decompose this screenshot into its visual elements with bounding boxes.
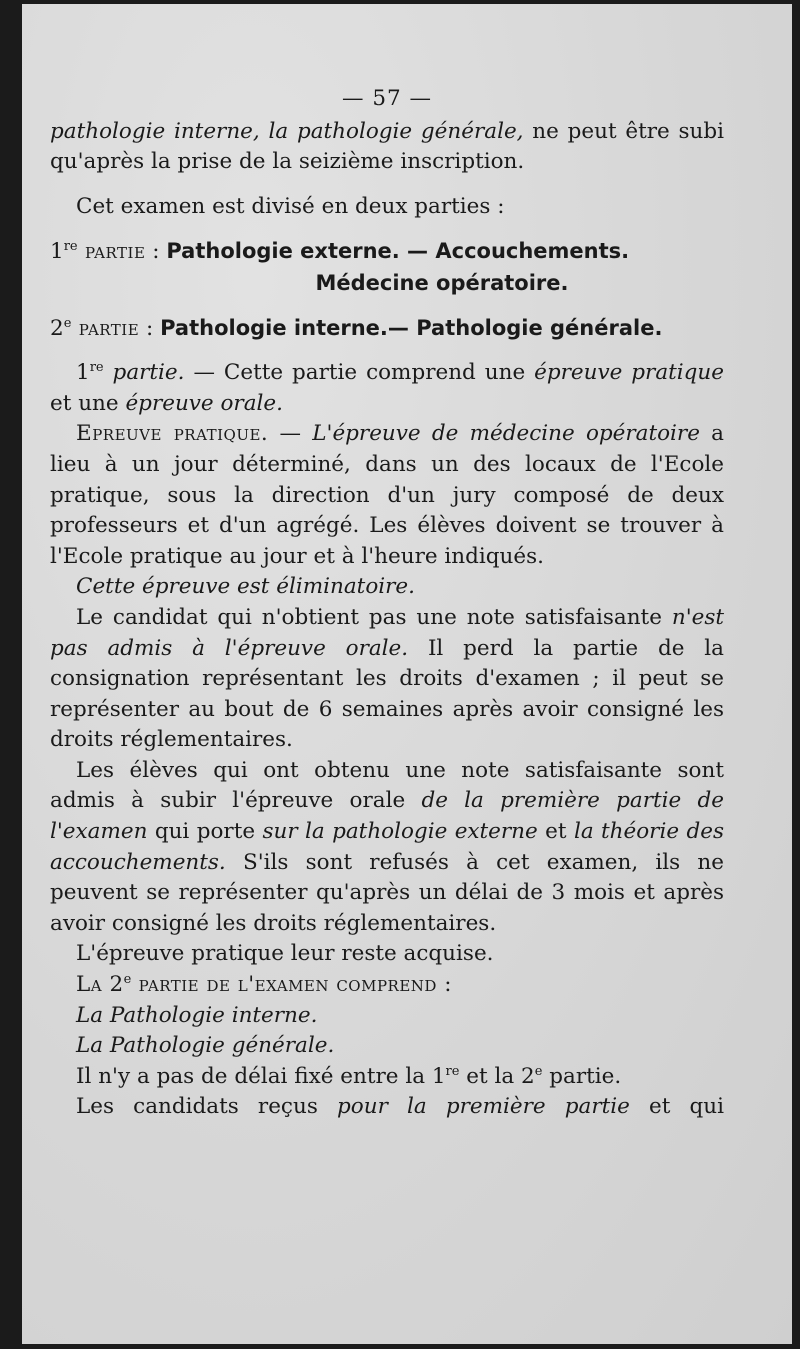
italic-phrase: La Pathologie interne. [76,1002,318,1028]
paragraph-second-part-heading [50,970,724,1001]
paragraph-practical-test [50,419,724,572]
italic-phrase: Cette épreuve est éliminatoire. [76,574,415,600]
italic-phrase: épreuve pratique [534,360,724,386]
italic-phrase: partie. [103,360,185,386]
superscript: e [63,315,72,331]
italic-phrase: sur la pathologie externe [262,819,538,845]
text-run: — Cette partie comprend une [184,360,535,386]
part-number: 2 [50,315,64,341]
section-label: La 2 [76,972,124,998]
italic-phrase: pour la première partie [337,1094,630,1120]
italic-phrase: pathologie interne, la pathologie générale, [50,118,524,144]
italic-phrase: de la première partie de l'examen [50,788,725,845]
part-label: partie [77,239,146,265]
paragraph-first-part [50,358,724,419]
text-run: Il perd la partie de la consignation représentant les droits d'examen ; il peut se représenter au bout de 6 semaines après avoir consigné les droits réglementaires. [50,635,724,753]
paragraph-general-pathology [50,1031,724,1062]
text-run: Il n'y a pas de délai fixé entre la 1 [76,1063,446,1089]
superscript: re [445,1063,460,1079]
text-run: Le candidat qui n'obtient pas une note satisfaisante [76,604,672,630]
italic-phrase: La Pathologie générale. [76,1033,335,1059]
italic-phrase: épreuve orale. [125,390,283,416]
separator: : [145,239,167,265]
text-run: Les candidats reçus [76,1094,338,1120]
italic-phrase: n'est pas admis à l'épreuve orale. [50,604,724,661]
paragraph-eliminatory [50,572,724,603]
paragraph-continuation [50,117,724,178]
italic-phrase: la théorie des accouchements. [50,819,724,875]
text-run: et qui [629,1094,724,1120]
book-page [22,4,792,1344]
section-label: partie de l'examen comprend : [131,972,453,998]
text-run: partie. [542,1063,622,1089]
text-run: S'ils sont refusés à cet examen, ils ne peuvent se représenter qu'après un délai de 3 mois et après avoir consigné les droits réglementaires. [50,849,724,936]
part-label: partie [71,315,140,341]
text-run: et une [50,390,126,416]
part-two-subjects: Pathologie interne.— Pathologie générale. [160,315,663,340]
part-one-subjects-line2: Médecine opératoire. [315,270,569,295]
text-run: Les élèves qui ont obtenu une note satisfaisante sont admis à subir l'épreuve orale [50,757,724,814]
part-number: 1 [76,360,90,386]
text-run: a lieu à un jour déterminé, dans un des locaux de l'Ecole pratique, sous la direction d'un jury composé de deux professeurs et d'un agrégé. Les élèves doivent se trouver à l'Ecole pratique au jour et à l'heure indiqués. [50,421,724,569]
paragraph-oral-exam [50,756,724,940]
text-run: ne peut être subi qu'après la prise de la seizième inscription. [50,118,725,175]
part-one-heading [50,236,724,268]
part-number: 1 [50,239,64,265]
text-run: — [268,421,313,447]
page-number: — 57 — [341,86,433,111]
superscript: re [89,360,104,375]
section-label: Epreuve pratique. [76,421,269,447]
separator: : [139,315,161,341]
italic-phrase: L'épreuve de médecine opératoire [312,421,700,447]
text-run: et [537,819,574,845]
part-one-subjects: Pathologie externe. — Accouchements. [166,239,630,264]
text-run: qui porte [147,819,263,845]
superscript: e [123,971,132,987]
superscript: e [534,1063,543,1079]
paragraph-internal-pathology [50,1001,724,1032]
paragraph-candidates [50,1092,724,1123]
paragraph-exam-intro: Cet examen est divisé en deux parties : [76,193,505,219]
paragraph-no-delay [50,1062,724,1093]
page-text [50,84,724,1123]
paragraph-acquired: L'épreuve pratique leur reste acquise. [76,941,494,967]
part-two-heading [50,313,724,345]
superscript: re [63,239,78,255]
text-run: et la 2 [459,1063,535,1089]
paragraph-unsatisfactory [50,603,724,756]
